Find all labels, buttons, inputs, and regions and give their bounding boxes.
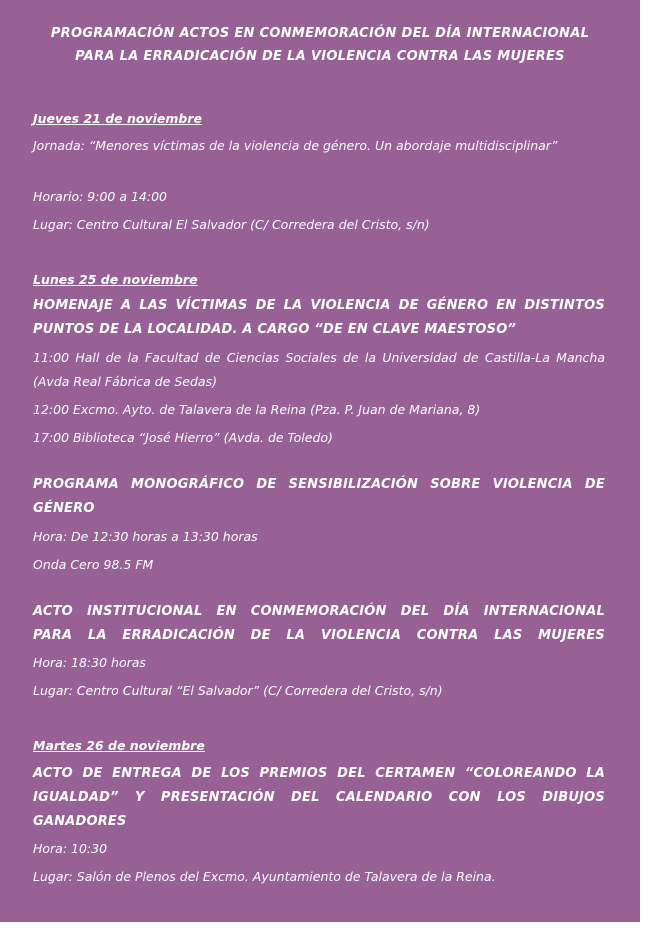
entrega-line-1: ACTO DE ENTREGA DE LOS PREMIOS DEL CERTAMEN “COLOREANDO LA (33, 766, 605, 781)
jueves-horario: Horario: 9:00 a 14:00 (33, 189, 167, 204)
programa-hora: Hora: De 12:30 horas a 13:30 horas (33, 529, 258, 544)
entrega-heading (33, 762, 605, 834)
programa-line-2: GÉNERO (33, 501, 95, 516)
martes-date: Martes 26 de noviembre (33, 738, 205, 753)
lunes-date: Lunes 25 de noviembre (33, 272, 198, 287)
jueves-date: Jueves 21 de noviembre (33, 111, 202, 126)
homenaje-line-2: PUNTOS DE LA LOCALIDAD. A CARGO “DE EN CLAVE MAESTOSO” (33, 322, 517, 337)
programa-lugar: Onda Cero 98.5 FM (33, 557, 154, 572)
entrega-line-3: GANADORES (33, 814, 127, 829)
martes-hora: Hora: 10:30 (33, 841, 108, 856)
lunes-item-1: 11:00 Hall de la Facultad de Ciencias Sociales de la Universidad de Castilla-La Mancha (Avda Real Fábrica de Sedas) (33, 350, 605, 389)
jueves-jornada: Jornada: “Menores víctimas de la violencia de género. Un abordaje multidisciplinar” (33, 138, 558, 153)
programa-line-1: PROGRAMA MONOGRÁFICO DE SENSIBILIZACIÓN SOBRE VIOLENCIA DE (33, 477, 605, 492)
lunes-homenaje-heading (33, 294, 605, 342)
programa-heading (33, 473, 605, 521)
page-title (20, 22, 620, 68)
title-line-2: PARA LA ERRADICACIÓN DE LA VIOLENCIA CONTRA LAS MUJERES (75, 49, 565, 64)
martes-lugar: Lugar: Salón de Plenos del Excmo. Ayuntamiento de Talavera de la Reina. (33, 869, 496, 884)
jueves-lugar: Lugar: Centro Cultural El Salvador (C/ Corredera del Cristo, s/n) (33, 217, 430, 232)
martes-date-block (33, 737, 605, 755)
acto-heading (33, 600, 605, 648)
homenaje-line-1: HOMENAJE A LAS VÍCTIMAS DE LA VIOLENCIA DE GÉNERO EN DISTINTOS (33, 298, 605, 313)
jueves-date-block (33, 110, 605, 128)
title-line-1: PROGRAMACIÓN ACTOS EN CONMEMORACIÓN DEL DÍA INTERNACIONAL (50, 26, 590, 41)
lunes-item-3: 17:00 Biblioteca “José Hierro” (Avda. de Toledo) (33, 430, 333, 445)
acto-line-1: ACTO INSTITUCIONAL EN CONMEMORACIÓN DEL DÍA INTERNACIONAL (33, 604, 605, 619)
lunes-date-block (33, 271, 605, 289)
entrega-line-2: IGUALDAD” Y PRESENTACIÓN DEL CALENDARIO CON LOS DIBUJOS (33, 790, 605, 805)
acto-line-2: PARA LA ERRADICACIÓN DE LA VIOLENCIA CONTRA LAS MUJERES (33, 628, 605, 643)
acto-hora: Hora: 18:30 horas (33, 655, 146, 670)
acto-lugar: Lugar: Centro Cultural “El Salvador” (C/ Corredera del Cristo, s/n) (33, 683, 443, 698)
lunes-item-2: 12:00 Excmo. Ayto. de Talavera de la Reina (Pza. P. Juan de Mariana, 8) (33, 402, 481, 417)
